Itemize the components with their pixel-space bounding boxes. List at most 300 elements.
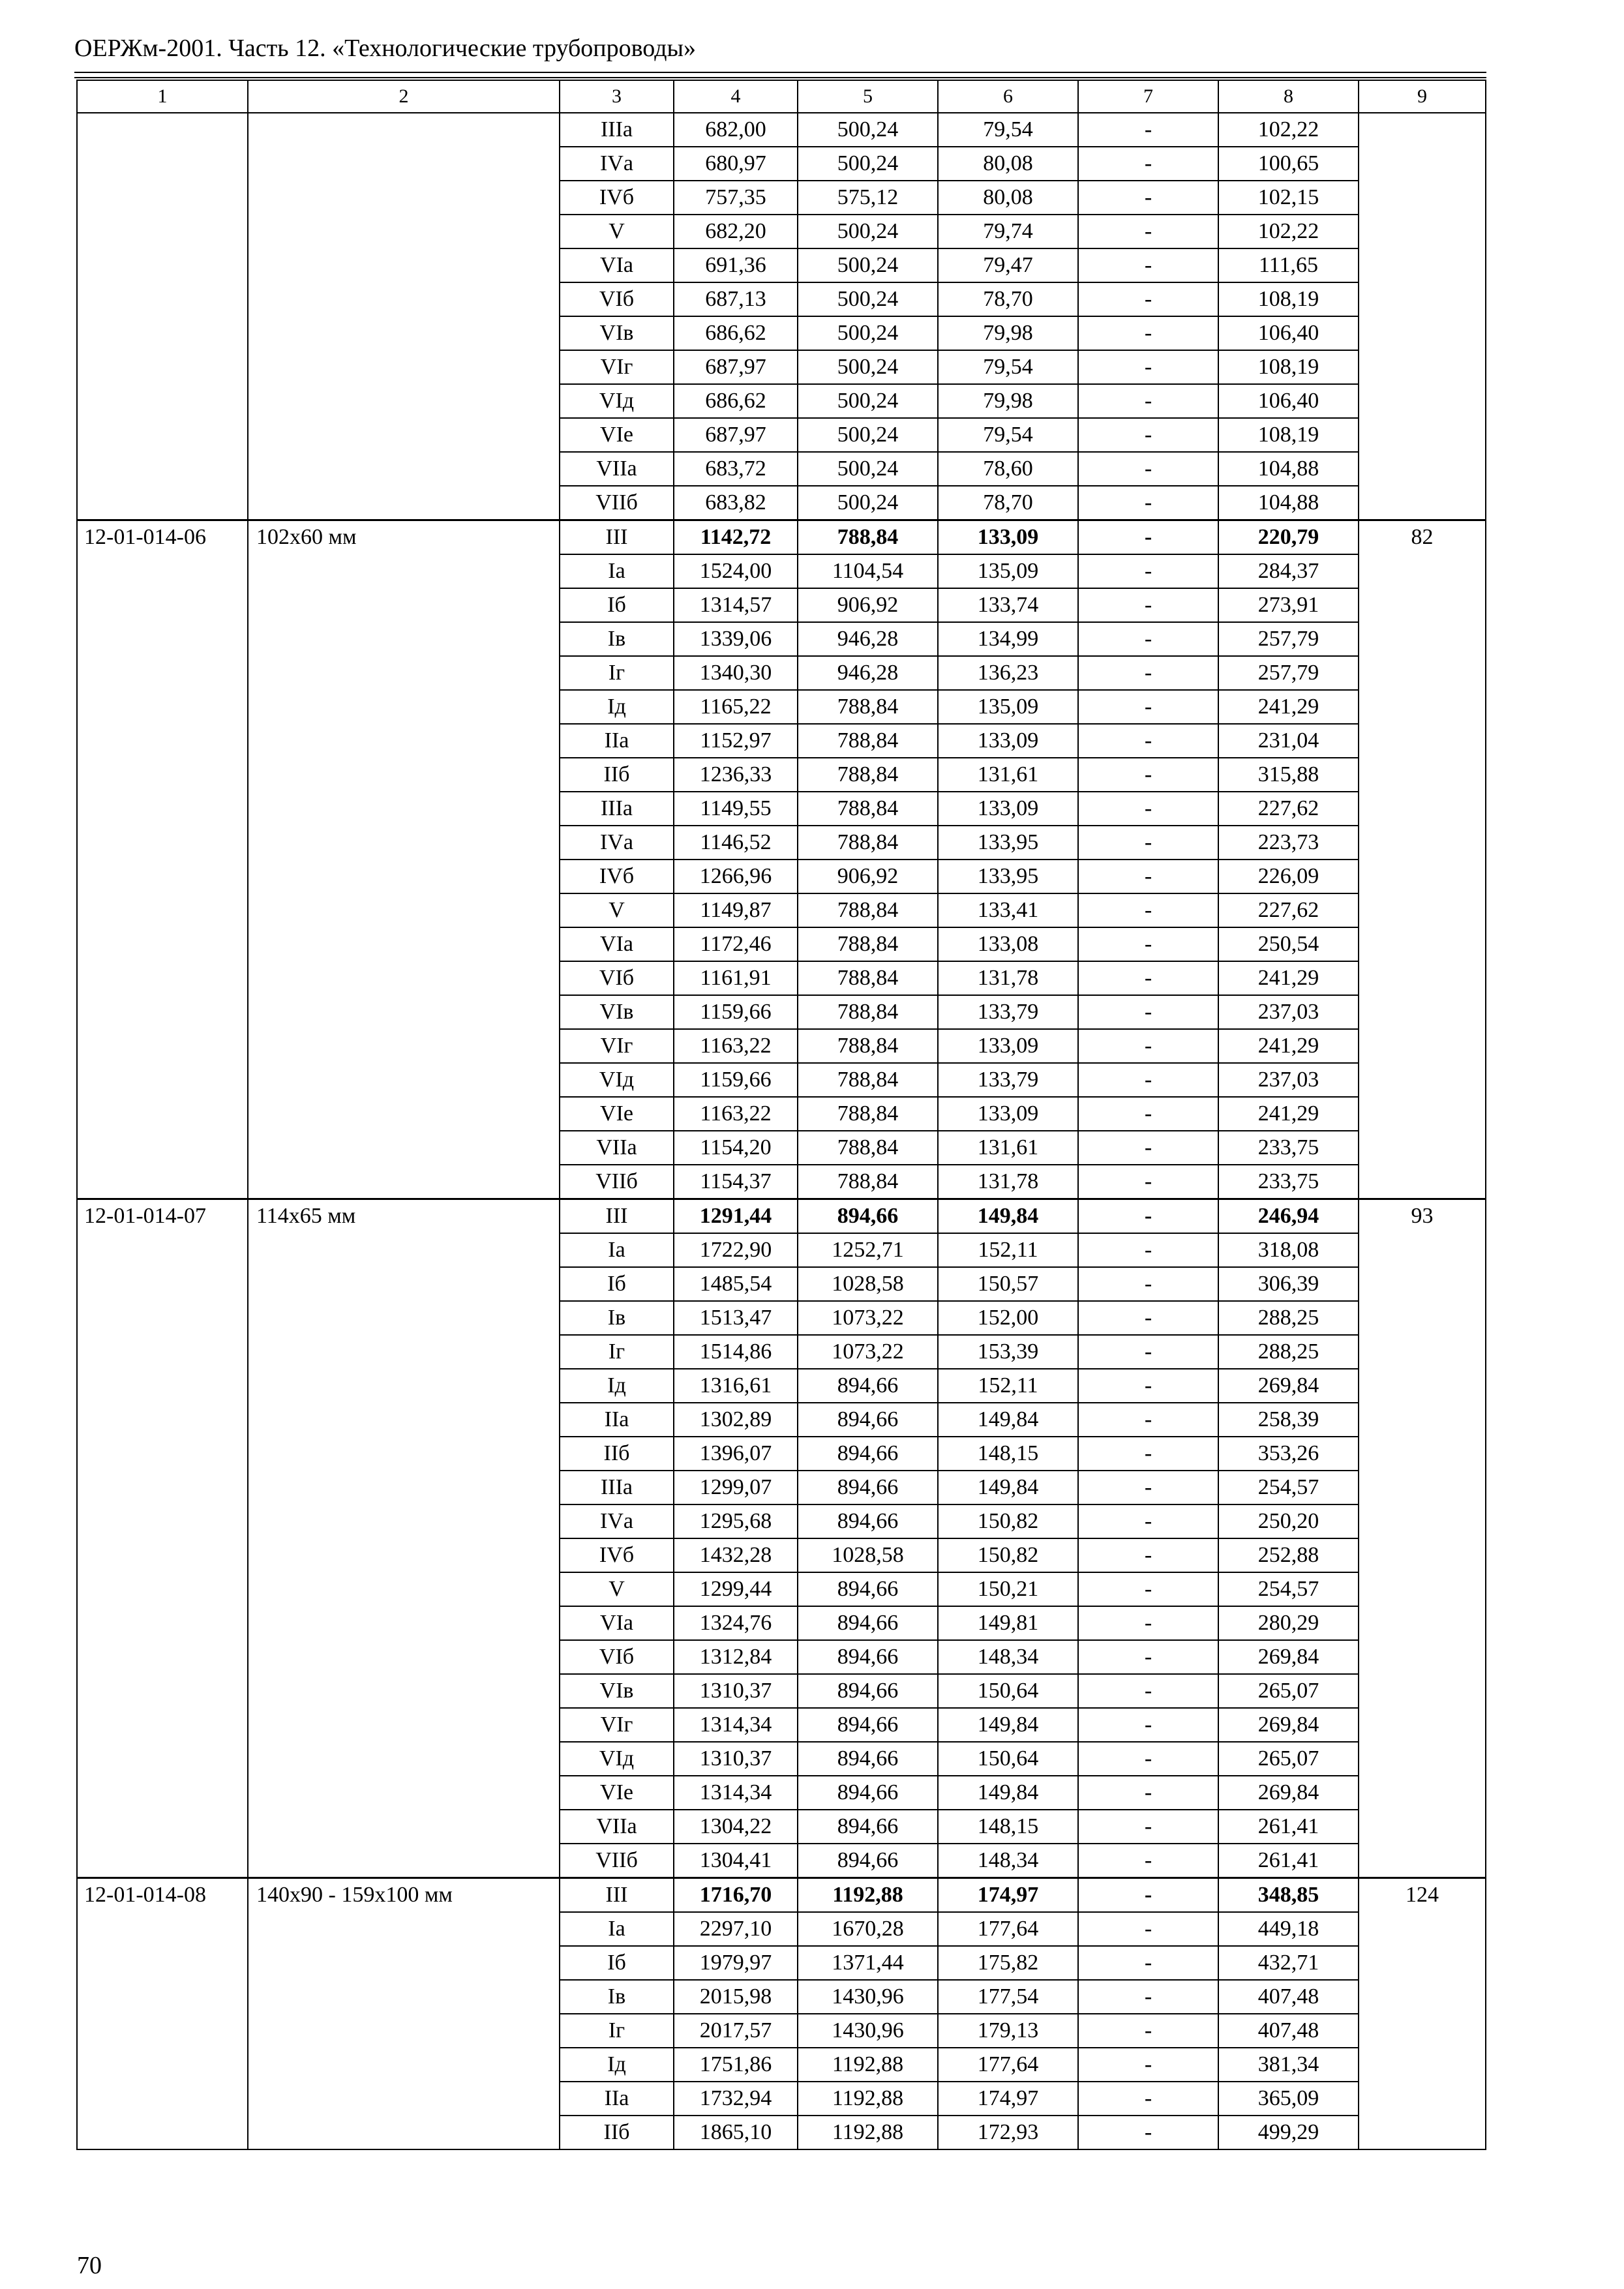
machinist-wages-cell: - (1078, 1946, 1218, 1980)
total-cost-cell: 1142,72 (674, 520, 798, 555)
pipe-size-cell: 140x90 - 159x100 мм (248, 1878, 560, 2150)
machines-cell: 131,78 (938, 961, 1078, 995)
materials-cell: 365,09 (1218, 2082, 1359, 2116)
column-number: 1 (77, 80, 248, 113)
machinist-wages-cell: - (1078, 826, 1218, 860)
wages-cell: 894,66 (798, 1471, 938, 1504)
wages-cell: 788,84 (798, 995, 938, 1029)
wages-cell: 500,24 (798, 147, 938, 181)
machinist-wages-cell: - (1078, 2082, 1218, 2116)
machinist-wages-cell: - (1078, 486, 1218, 520)
total-cost-cell: 1432,28 (674, 1538, 798, 1572)
zone-cell: IIа (560, 724, 674, 758)
materials-cell: 220,79 (1218, 520, 1359, 555)
materials-cell: 288,25 (1218, 1301, 1359, 1335)
header-rule (74, 77, 1486, 78)
machines-cell: 79,47 (938, 248, 1078, 282)
total-cost-cell: 1339,06 (674, 622, 798, 656)
column-number: 6 (938, 80, 1078, 113)
materials-cell: 449,18 (1218, 1912, 1359, 1946)
zone-cell: IIIа (560, 792, 674, 826)
machinist-wages-cell: - (1078, 1572, 1218, 1606)
zone-cell: VIг (560, 1708, 674, 1742)
column-number-row (77, 80, 1486, 113)
zone-cell: IIа (560, 2082, 674, 2116)
wages-cell: 500,24 (798, 248, 938, 282)
machines-cell: 149,84 (938, 1403, 1078, 1437)
wages-cell: 894,66 (798, 1776, 938, 1810)
machinist-wages-cell: - (1078, 520, 1218, 555)
machines-cell: 150,82 (938, 1504, 1078, 1538)
materials-cell: 269,84 (1218, 1708, 1359, 1742)
materials-cell: 318,08 (1218, 1233, 1359, 1267)
zone-cell: IIб (560, 1437, 674, 1471)
total-cost-cell: 1751,86 (674, 2048, 798, 2082)
zone-cell: V (560, 215, 674, 248)
zone-cell: IIа (560, 1403, 674, 1437)
total-cost-cell: 1299,07 (674, 1471, 798, 1504)
total-cost-cell: 682,20 (674, 215, 798, 248)
total-cost-cell: 1324,76 (674, 1606, 798, 1640)
materials-cell: 254,57 (1218, 1572, 1359, 1606)
machines-cell: 134,99 (938, 622, 1078, 656)
machines-cell: 177,54 (938, 1980, 1078, 2014)
materials-cell: 241,29 (1218, 690, 1359, 724)
zone-cell: IVб (560, 860, 674, 893)
wages-cell: 788,84 (798, 520, 938, 555)
machines-cell: 136,23 (938, 656, 1078, 690)
wages-cell: 1192,88 (798, 2082, 938, 2116)
zone-cell: VIв (560, 995, 674, 1029)
materials-cell: 265,07 (1218, 1674, 1359, 1708)
table-row (77, 520, 1486, 555)
wages-cell: 1028,58 (798, 1267, 938, 1301)
machines-cell: 150,64 (938, 1742, 1078, 1776)
machines-cell: 133,95 (938, 860, 1078, 893)
machinist-wages-cell: - (1078, 1369, 1218, 1403)
materials-cell: 104,88 (1218, 452, 1359, 486)
materials-cell: 306,39 (1218, 1267, 1359, 1301)
machines-cell: 133,95 (938, 826, 1078, 860)
materials-cell: 237,03 (1218, 995, 1359, 1029)
zone-cell: IIIа (560, 113, 674, 147)
machinist-wages-cell: - (1078, 1029, 1218, 1063)
materials-cell: 108,19 (1218, 350, 1359, 384)
header-rule (74, 72, 1486, 73)
machinist-wages-cell: - (1078, 215, 1218, 248)
total-cost-cell: 1312,84 (674, 1640, 798, 1674)
zone-cell: Iб (560, 1946, 674, 1980)
wages-cell: 1073,22 (798, 1335, 938, 1369)
machinist-wages-cell: - (1078, 893, 1218, 927)
wages-cell: 788,84 (798, 1165, 938, 1199)
wages-cell: 788,84 (798, 927, 938, 961)
machines-cell: 131,61 (938, 1131, 1078, 1165)
total-cost-cell: 1340,30 (674, 656, 798, 690)
machines-cell: 133,74 (938, 588, 1078, 622)
labor-cost-cell: 93 (1359, 1199, 1486, 1878)
table-row (77, 1878, 1486, 1913)
zone-cell: VIIа (560, 1131, 674, 1165)
wages-cell: 1028,58 (798, 1538, 938, 1572)
materials-cell: 269,84 (1218, 1776, 1359, 1810)
machinist-wages-cell: - (1078, 2014, 1218, 2048)
wages-cell: 894,66 (798, 1708, 938, 1742)
total-cost-cell: 1304,41 (674, 1844, 798, 1878)
column-number: 5 (798, 80, 938, 113)
zone-cell: Iв (560, 1301, 674, 1335)
machines-cell: 133,09 (938, 520, 1078, 555)
wages-cell: 946,28 (798, 622, 938, 656)
total-cost-cell: 691,36 (674, 248, 798, 282)
rate-code-cell (77, 113, 248, 520)
machines-cell: 80,08 (938, 147, 1078, 181)
materials-cell: 223,73 (1218, 826, 1359, 860)
machinist-wages-cell: - (1078, 350, 1218, 384)
machinist-wages-cell: - (1078, 1708, 1218, 1742)
total-cost-cell: 1163,22 (674, 1097, 798, 1131)
machinist-wages-cell: - (1078, 1912, 1218, 1946)
materials-cell: 250,54 (1218, 927, 1359, 961)
machinist-wages-cell: - (1078, 2116, 1218, 2149)
machinist-wages-cell: - (1078, 1335, 1218, 1369)
machines-cell: 148,34 (938, 1640, 1078, 1674)
wages-cell: 788,84 (798, 1131, 938, 1165)
machinist-wages-cell: - (1078, 1776, 1218, 1810)
machinist-wages-cell: - (1078, 1301, 1218, 1335)
machines-cell: 152,11 (938, 1233, 1078, 1267)
zone-cell: VIд (560, 1742, 674, 1776)
machines-cell: 152,11 (938, 1369, 1078, 1403)
materials-cell: 102,22 (1218, 113, 1359, 147)
wages-cell: 788,84 (798, 758, 938, 792)
rate-code-cell: 12-01-014-06 (77, 520, 248, 1199)
machinist-wages-cell: - (1078, 282, 1218, 316)
total-cost-cell: 1146,52 (674, 826, 798, 860)
total-cost-cell: 1314,34 (674, 1708, 798, 1742)
rate-code-cell: 12-01-014-07 (77, 1199, 248, 1878)
wages-cell: 894,66 (798, 1640, 938, 1674)
total-cost-cell: 1152,97 (674, 724, 798, 758)
machinist-wages-cell: - (1078, 248, 1218, 282)
wages-cell: 788,84 (798, 690, 938, 724)
materials-cell: 261,41 (1218, 1810, 1359, 1844)
total-cost-cell: 683,72 (674, 452, 798, 486)
zone-cell: Iг (560, 656, 674, 690)
column-number: 9 (1359, 80, 1486, 113)
zone-cell: IVа (560, 1504, 674, 1538)
machines-cell: 174,97 (938, 1878, 1078, 1913)
machines-cell: 131,78 (938, 1165, 1078, 1199)
materials-cell: 106,40 (1218, 384, 1359, 418)
zone-cell: VIб (560, 282, 674, 316)
zone-cell: VIг (560, 350, 674, 384)
machines-cell: 79,54 (938, 418, 1078, 452)
zone-cell: Iа (560, 554, 674, 588)
machines-cell: 149,84 (938, 1708, 1078, 1742)
total-cost-cell: 1396,07 (674, 1437, 798, 1471)
column-number: 4 (674, 80, 798, 113)
wages-cell: 1430,96 (798, 2014, 938, 2048)
machines-cell: 150,57 (938, 1267, 1078, 1301)
machinist-wages-cell: - (1078, 927, 1218, 961)
materials-cell: 241,29 (1218, 1029, 1359, 1063)
pipe-size-cell: 102x60 мм (248, 520, 560, 1199)
materials-cell: 288,25 (1218, 1335, 1359, 1369)
machines-cell: 148,34 (938, 1844, 1078, 1878)
materials-cell: 353,26 (1218, 1437, 1359, 1471)
machines-cell: 135,09 (938, 690, 1078, 724)
machines-cell: 150,82 (938, 1538, 1078, 1572)
machinist-wages-cell: - (1078, 554, 1218, 588)
machines-cell: 149,84 (938, 1471, 1078, 1504)
machines-cell: 133,08 (938, 927, 1078, 961)
total-cost-cell: 1716,70 (674, 1878, 798, 1913)
machinist-wages-cell: - (1078, 961, 1218, 995)
materials-cell: 257,79 (1218, 622, 1359, 656)
machinist-wages-cell: - (1078, 1403, 1218, 1437)
machines-cell: 133,09 (938, 724, 1078, 758)
zone-cell: Iб (560, 588, 674, 622)
total-cost-cell: 1513,47 (674, 1301, 798, 1335)
machines-cell: 79,98 (938, 384, 1078, 418)
zone-cell: Iв (560, 1980, 674, 2014)
machines-cell: 153,39 (938, 1335, 1078, 1369)
wages-cell: 500,24 (798, 282, 938, 316)
machinist-wages-cell: - (1078, 1233, 1218, 1267)
machines-cell: 152,00 (938, 1301, 1078, 1335)
total-cost-cell: 2017,57 (674, 2014, 798, 2048)
wages-cell: 788,84 (798, 724, 938, 758)
machinist-wages-cell: - (1078, 1980, 1218, 2014)
zone-cell: Iд (560, 690, 674, 724)
rates-table (76, 80, 1486, 2150)
materials-cell: 254,57 (1218, 1471, 1359, 1504)
machinist-wages-cell: - (1078, 860, 1218, 893)
machinist-wages-cell: - (1078, 792, 1218, 826)
total-cost-cell: 1291,44 (674, 1199, 798, 1234)
zone-cell: Iа (560, 1233, 674, 1267)
materials-cell: 269,84 (1218, 1369, 1359, 1403)
machinist-wages-cell: - (1078, 316, 1218, 350)
zone-cell: V (560, 1572, 674, 1606)
zone-cell: III (560, 520, 674, 555)
wages-cell: 788,84 (798, 893, 938, 927)
zone-cell: VIв (560, 316, 674, 350)
wages-cell: 894,66 (798, 1810, 938, 1844)
zone-cell: Iг (560, 1335, 674, 1369)
materials-cell: 315,88 (1218, 758, 1359, 792)
machines-cell: 79,74 (938, 215, 1078, 248)
machines-cell: 177,64 (938, 1912, 1078, 1946)
wages-cell: 1192,88 (798, 1878, 938, 1913)
total-cost-cell: 1865,10 (674, 2116, 798, 2149)
machines-cell: 149,84 (938, 1776, 1078, 1810)
machinist-wages-cell: - (1078, 1674, 1218, 1708)
machinist-wages-cell: - (1078, 724, 1218, 758)
wages-cell: 788,84 (798, 792, 938, 826)
zone-cell: IVа (560, 826, 674, 860)
machinist-wages-cell: - (1078, 181, 1218, 215)
total-cost-cell: 1302,89 (674, 1403, 798, 1437)
total-cost-cell: 680,97 (674, 147, 798, 181)
machines-cell: 148,15 (938, 1437, 1078, 1471)
wages-cell: 1192,88 (798, 2116, 938, 2149)
rate-code-cell: 12-01-014-08 (77, 1878, 248, 2150)
machinist-wages-cell: - (1078, 758, 1218, 792)
total-cost-cell: 1722,90 (674, 1233, 798, 1267)
zone-cell: III (560, 1199, 674, 1234)
materials-cell: 100,65 (1218, 147, 1359, 181)
zone-cell: Iд (560, 2048, 674, 2082)
labor-cost-cell (1359, 113, 1486, 520)
zone-cell: IIб (560, 758, 674, 792)
materials-cell: 252,88 (1218, 1538, 1359, 1572)
machines-cell: 177,64 (938, 2048, 1078, 2082)
total-cost-cell: 1979,97 (674, 1946, 798, 1980)
zone-cell: IIб (560, 2116, 674, 2149)
total-cost-cell: 687,13 (674, 282, 798, 316)
zone-cell: VIв (560, 1674, 674, 1708)
materials-cell: 407,48 (1218, 2014, 1359, 2048)
materials-cell: 258,39 (1218, 1403, 1359, 1437)
machinist-wages-cell: - (1078, 147, 1218, 181)
wages-cell: 1430,96 (798, 1980, 938, 2014)
zone-cell: VIIб (560, 1165, 674, 1199)
materials-cell: 280,29 (1218, 1606, 1359, 1640)
wages-cell: 500,24 (798, 384, 938, 418)
materials-cell: 246,94 (1218, 1199, 1359, 1234)
wages-cell: 1252,71 (798, 1233, 938, 1267)
machines-cell: 78,70 (938, 486, 1078, 520)
total-cost-cell: 1161,91 (674, 961, 798, 995)
total-cost-cell: 2297,10 (674, 1912, 798, 1946)
machines-cell: 78,60 (938, 452, 1078, 486)
machines-cell: 80,08 (938, 181, 1078, 215)
page-number: 70 (77, 2252, 102, 2279)
zone-cell: VIIб (560, 1844, 674, 1878)
materials-cell: 432,71 (1218, 1946, 1359, 1980)
materials-cell: 273,91 (1218, 588, 1359, 622)
total-cost-cell: 1310,37 (674, 1674, 798, 1708)
machinist-wages-cell: - (1078, 1437, 1218, 1471)
zone-cell: IVб (560, 181, 674, 215)
machines-cell: 148,15 (938, 1810, 1078, 1844)
wages-cell: 500,24 (798, 486, 938, 520)
total-cost-cell: 1172,46 (674, 927, 798, 961)
machinist-wages-cell: - (1078, 1267, 1218, 1301)
table-row (77, 113, 1486, 147)
total-cost-cell: 1732,94 (674, 2082, 798, 2116)
wages-cell: 500,24 (798, 316, 938, 350)
machinist-wages-cell: - (1078, 2048, 1218, 2082)
machinist-wages-cell: - (1078, 1131, 1218, 1165)
materials-cell: 261,41 (1218, 1844, 1359, 1878)
zone-cell: VIе (560, 418, 674, 452)
total-cost-cell: 1154,37 (674, 1165, 798, 1199)
materials-cell: 102,22 (1218, 215, 1359, 248)
zone-cell: VIг (560, 1029, 674, 1063)
materials-cell: 226,09 (1218, 860, 1359, 893)
wages-cell: 575,12 (798, 181, 938, 215)
materials-cell: 108,19 (1218, 282, 1359, 316)
zone-cell: V (560, 893, 674, 927)
machines-cell: 175,82 (938, 1946, 1078, 1980)
materials-cell: 381,34 (1218, 2048, 1359, 2082)
machinist-wages-cell: - (1078, 1471, 1218, 1504)
machines-cell: 174,97 (938, 2082, 1078, 2116)
machinist-wages-cell: - (1078, 384, 1218, 418)
zone-cell: III (560, 1878, 674, 1913)
machines-cell: 179,13 (938, 2014, 1078, 2048)
wages-cell: 788,84 (798, 1097, 938, 1131)
wages-cell: 500,24 (798, 113, 938, 147)
machinist-wages-cell: - (1078, 1606, 1218, 1640)
machinist-wages-cell: - (1078, 1097, 1218, 1131)
zone-cell: Iа (560, 1912, 674, 1946)
total-cost-cell: 1314,57 (674, 588, 798, 622)
machinist-wages-cell: - (1078, 1199, 1218, 1234)
zone-cell: VIа (560, 1606, 674, 1640)
machinist-wages-cell: - (1078, 1640, 1218, 1674)
total-cost-cell: 1163,22 (674, 1029, 798, 1063)
machines-cell: 79,98 (938, 316, 1078, 350)
total-cost-cell: 1149,87 (674, 893, 798, 927)
machinist-wages-cell: - (1078, 588, 1218, 622)
total-cost-cell: 1154,20 (674, 1131, 798, 1165)
machines-cell: 150,21 (938, 1572, 1078, 1606)
wages-cell: 1104,54 (798, 554, 938, 588)
column-number: 8 (1218, 80, 1359, 113)
zone-cell: VIд (560, 1063, 674, 1097)
column-number: 3 (560, 80, 674, 113)
wages-cell: 1371,44 (798, 1946, 938, 1980)
zone-cell: Iг (560, 2014, 674, 2048)
zone-cell: Iд (560, 1369, 674, 1403)
machines-cell: 133,09 (938, 1029, 1078, 1063)
zone-cell: VIд (560, 384, 674, 418)
page-header: ОЕРЖм-2001. Часть 12. «Технологические трубопроводы» (74, 35, 697, 62)
machines-cell: 149,84 (938, 1199, 1078, 1234)
machines-cell: 150,64 (938, 1674, 1078, 1708)
pipe-size-cell (248, 113, 560, 520)
wages-cell: 894,66 (798, 1199, 938, 1234)
machines-cell: 133,09 (938, 792, 1078, 826)
zone-cell: VIа (560, 927, 674, 961)
zone-cell: VIIа (560, 452, 674, 486)
machinist-wages-cell: - (1078, 1063, 1218, 1097)
total-cost-cell: 1236,33 (674, 758, 798, 792)
wages-cell: 894,66 (798, 1844, 938, 1878)
machinist-wages-cell: - (1078, 1742, 1218, 1776)
column-number: 2 (248, 80, 560, 113)
machines-cell: 133,79 (938, 995, 1078, 1029)
wages-cell: 500,24 (798, 350, 938, 384)
machines-cell: 78,70 (938, 282, 1078, 316)
total-cost-cell: 1514,86 (674, 1335, 798, 1369)
zone-cell: VIIб (560, 486, 674, 520)
wages-cell: 894,66 (798, 1606, 938, 1640)
zone-cell: VIа (560, 248, 674, 282)
total-cost-cell: 1159,66 (674, 1063, 798, 1097)
machinist-wages-cell: - (1078, 656, 1218, 690)
total-cost-cell: 687,97 (674, 350, 798, 384)
total-cost-cell: 686,62 (674, 316, 798, 350)
materials-cell: 111,65 (1218, 248, 1359, 282)
machines-cell: 172,93 (938, 2116, 1078, 2149)
zone-cell: Iб (560, 1267, 674, 1301)
machines-cell: 133,41 (938, 893, 1078, 927)
